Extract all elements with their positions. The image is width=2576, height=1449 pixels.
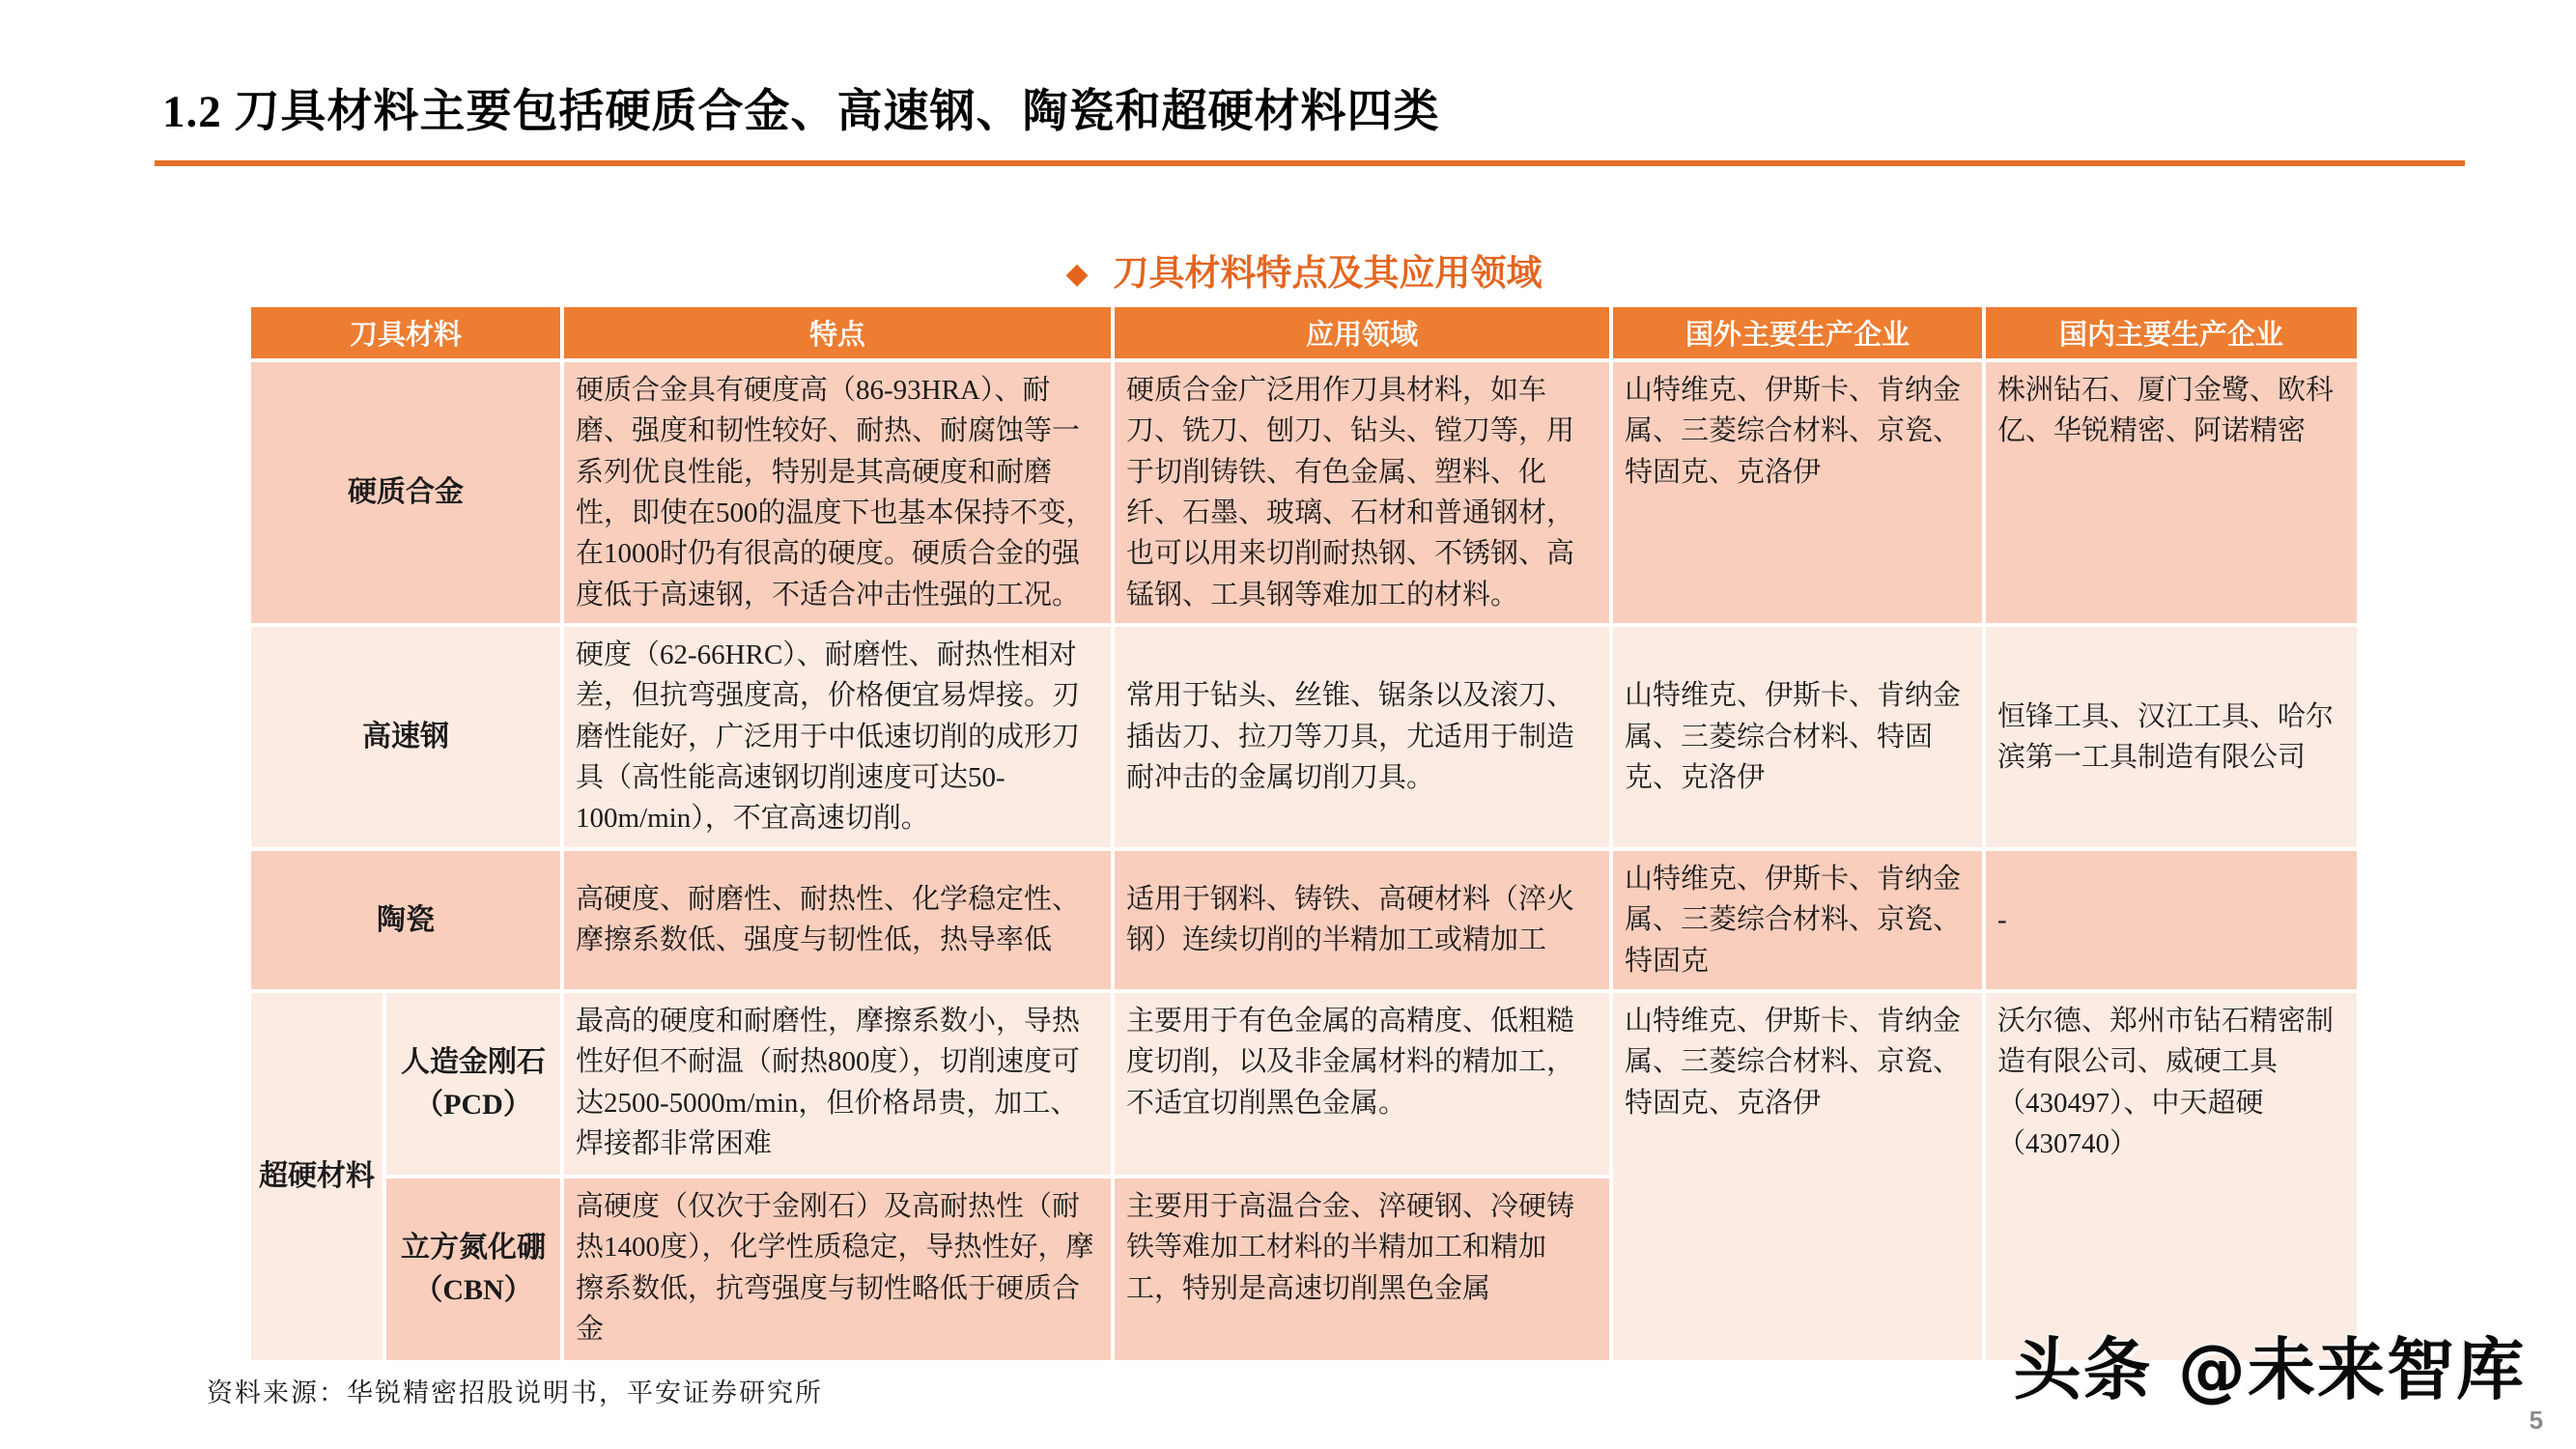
page-title: 1.2 刀具材料主要包括硬质合金、高速钢、陶瓷和超硬材料四类 — [162, 87, 1440, 137]
domestic-producers-cell: 株洲钻石、厦门金鹭、欧科亿、华锐精密、阿诺精密 — [1986, 362, 2357, 623]
features-cell: 最高的硬度和耐磨性，摩擦系数小，导热性好但不耐温（耐热800度），切削速度可达2500-5000m/min，但价格昂贵，加工、焊接都非常困难 — [564, 993, 1111, 1175]
applications-cell: 主要用于高温合金、淬硬钢、冷硬铸铁等难加工材料的半精加工和精加工，特别是高速切削黑色金属 — [1115, 1179, 1609, 1360]
materials-table — [247, 303, 2361, 1364]
features-cell: 高硬度、耐磨性、耐热性、化学稳定性、摩擦系数低、强度与韧性低，热导率低 — [564, 851, 1111, 989]
table-row-hss — [251, 627, 2357, 847]
applications-cell: 主要用于有色金属的高精度、低粗糙度切削，以及非金属材料的精加工，不适宜切削黑色金属。 — [1115, 993, 1609, 1175]
header-material: 刀具材料 — [251, 307, 560, 358]
page-number: 5 — [2529, 1406, 2543, 1435]
table-row-ceramic — [251, 851, 2357, 989]
table-row-carbide — [251, 362, 2357, 623]
table-caption — [251, 243, 2357, 296]
header-domestic-producers: 国内主要生产企业 — [1986, 307, 2357, 358]
table-row-superhard-pcd — [251, 993, 2357, 1175]
header-foreign-producers: 国外主要生产企业 — [1613, 307, 1982, 358]
domestic-producers-cell: 沃尔德、郑州市钻石精密制造有限公司、威硬工具（430497）、中天超硬（430740） — [1986, 993, 2357, 1360]
table-header-row — [251, 307, 2357, 358]
table-caption-text: 刀具材料特点及其应用领域 — [1113, 254, 1543, 294]
foreign-producers-cell: 山特维克、伊斯卡、肯纳金属、三菱综合材料、京瓷、特固克、克洛伊 — [1613, 362, 1982, 623]
sub-material-name: 立方氮化硼（CBN） — [386, 1179, 560, 1360]
diamond-bullet-icon: ◆ — [1065, 258, 1089, 290]
features-cell: 硬质合金具有硬度高（86-93HRA）、耐磨、强度和韧性较好、耐热、耐腐蚀等一系列优良性能，特别是其高硬度和耐磨性，即使在500的温度下也基本保持不变，在1000时仍有很高的硬度。硬质合金的强度低于高速钢，不适合冲击性强的工况。 — [564, 362, 1111, 623]
applications-cell: 硬质合金广泛用作刀具材料，如车刀、铣刀、刨刀、钻头、镗刀等，用于切削铸铁、有色金属、塑料、化纤、石墨、玻璃、石材和普通钢材，也可以用来切削耐热钢、不锈钢、高锰钢、工具钢等难加工的材料。 — [1115, 362, 1609, 623]
material-name: 超硬材料 — [251, 993, 382, 1360]
header-features: 特点 — [564, 307, 1111, 358]
foreign-producers-cell: 山特维克、伊斯卡、肯纳金属、三菱综合材料、京瓷、特固克 — [1613, 851, 1982, 989]
features-cell: 高硬度（仅次于金刚石）及高耐热性（耐热1400度），化学性质稳定，导热性好，摩擦系数低，抗弯强度与韧性略低于硬质合金 — [564, 1179, 1111, 1360]
applications-cell: 适用于钢料、铸铁、高硬材料（淬火钢）连续切削的半精加工或精加工 — [1115, 851, 1609, 989]
watermark-toutiao: 头条 @未来智库 — [2013, 1330, 2526, 1409]
title-underline-rule — [155, 160, 2465, 166]
source-note: 资料来源：华锐精密招股说明书，平安证券研究所 — [207, 1378, 823, 1407]
sub-material-name: 人造金刚石（PCD） — [386, 993, 560, 1175]
header-applications: 应用领域 — [1115, 307, 1609, 358]
domestic-producers-cell: 恒锋工具、汉江工具、哈尔滨第一工具制造有限公司 — [1986, 627, 2357, 847]
material-name: 硬质合金 — [251, 362, 560, 623]
material-name: 高速钢 — [251, 627, 560, 847]
domestic-producers-cell: - — [1986, 851, 2357, 989]
applications-cell: 常用于钻头、丝锥、锯条以及滚刀、插齿刀、拉刀等刀具，尤适用于制造耐冲击的金属切削刀具。 — [1115, 627, 1609, 847]
material-name: 陶瓷 — [251, 851, 560, 989]
foreign-producers-cell: 山特维克、伊斯卡、肯纳金属、三菱综合材料、京瓷、特固克、克洛伊 — [1613, 993, 1982, 1360]
features-cell: 硬度（62-66HRC）、耐磨性、耐热性相对差，但抗弯强度高，价格便宜易焊接。刃磨性能好，广泛用于中低速切削的成形刀具（高性能高速钢切削速度可达50-100m/min），不宜高速切削。 — [564, 627, 1111, 847]
foreign-producers-cell: 山特维克、伊斯卡、肯纳金属、三菱综合材料、特固克、克洛伊 — [1613, 627, 1982, 847]
